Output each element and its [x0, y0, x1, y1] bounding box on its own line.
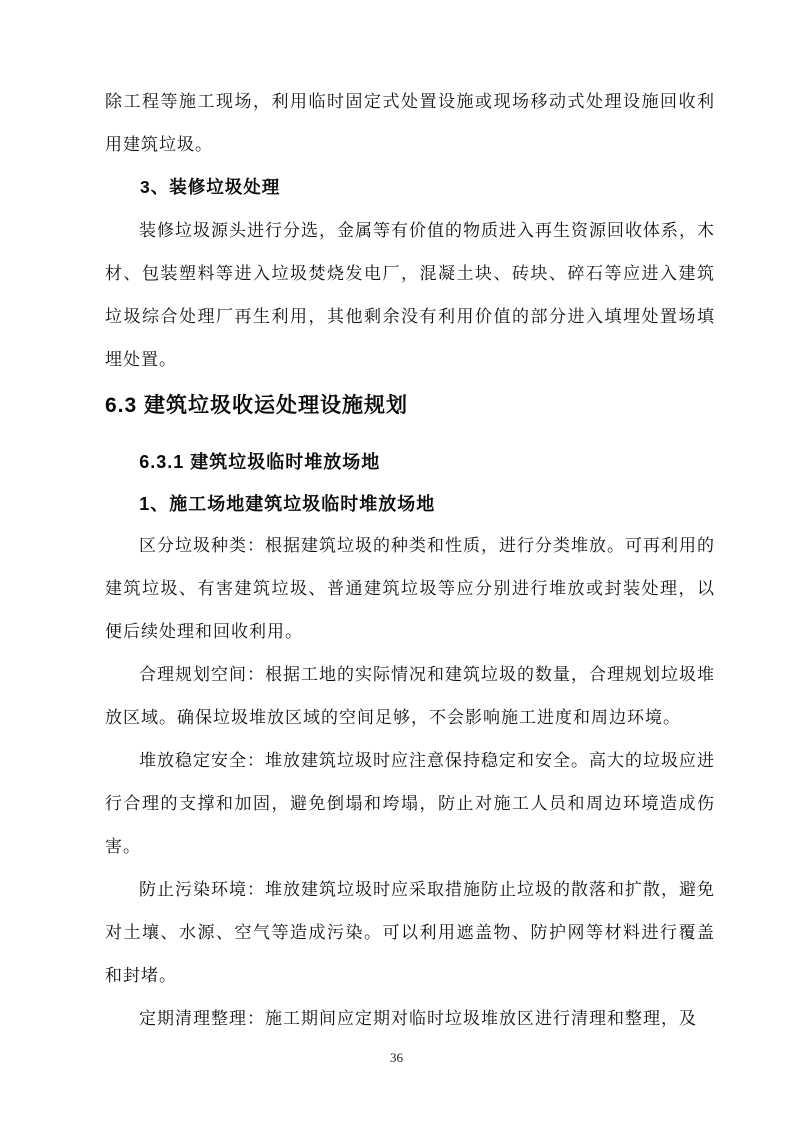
paragraph-renovation-waste: 装修垃圾源头进行分选，金属等有价值的物质进入再生资源回收体系，木材、包装塑料等进入垃圾焚烧发电厂，混凝土块、砖块、碎石等应进入建筑垃圾综合处理厂再生利用，其他剩余没有利用价值的部分进入填埋处置场填埋处置。: [105, 221, 715, 369]
page-content: [105, 80, 715, 1040]
page-number: 36: [390, 1050, 403, 1065]
heading-renovation-waste: 3、装修垃圾处理: [140, 177, 281, 197]
paragraph-classify-waste: 区分垃圾种类：根据建筑垃圾的种类和性质，进行分类堆放。可再利用的建筑垃圾、有害建筑垃圾、普通建筑垃圾等应分别进行堆放或封装处理，以便后续处理和回收利用。: [105, 536, 715, 641]
paragraph-continued: 除工程等施工现场，利用临时固定式处置设施或现场移动式处理设施回收利用建筑垃圾。: [105, 92, 715, 154]
paragraph-space-planning: 合理规划空间：根据工地的实际情况和建筑垃圾的数量，合理规划垃圾堆放区域。确保垃圾堆放区域的空间足够，不会影响施工进度和周边环境。: [105, 665, 715, 727]
paragraph-stacking-stability: 堆放稳定安全：堆放建筑垃圾时应注意保持稳定和安全。高大的垃圾应进行合理的支撑和加固，避免倒塌和垮塌，防止对施工人员和周边环境造成伤害。: [105, 751, 715, 856]
heading-item-1: 1、施工场地建筑垃圾临时堆放场地: [139, 494, 436, 514]
heading-section-6-3-1: 6.3.1 建筑垃圾临时堆放场地: [139, 452, 381, 472]
paragraph-periodic-cleanup: 定期清理整理：施工期间应定期对临时垃圾堆放区进行清理和整理，及: [139, 1009, 697, 1028]
paragraph-pollution-prevention: 防止污染环境：堆放建筑垃圾时应采取措施防止垃圾的散落和扩散，避免对土壤、水源、空气等造成污染。可以利用遮盖物、防护网等材料进行覆盖和封堵。: [105, 880, 715, 985]
heading-chapter-6-3: 6.3 建筑垃圾收运处理设施规划: [105, 394, 409, 417]
